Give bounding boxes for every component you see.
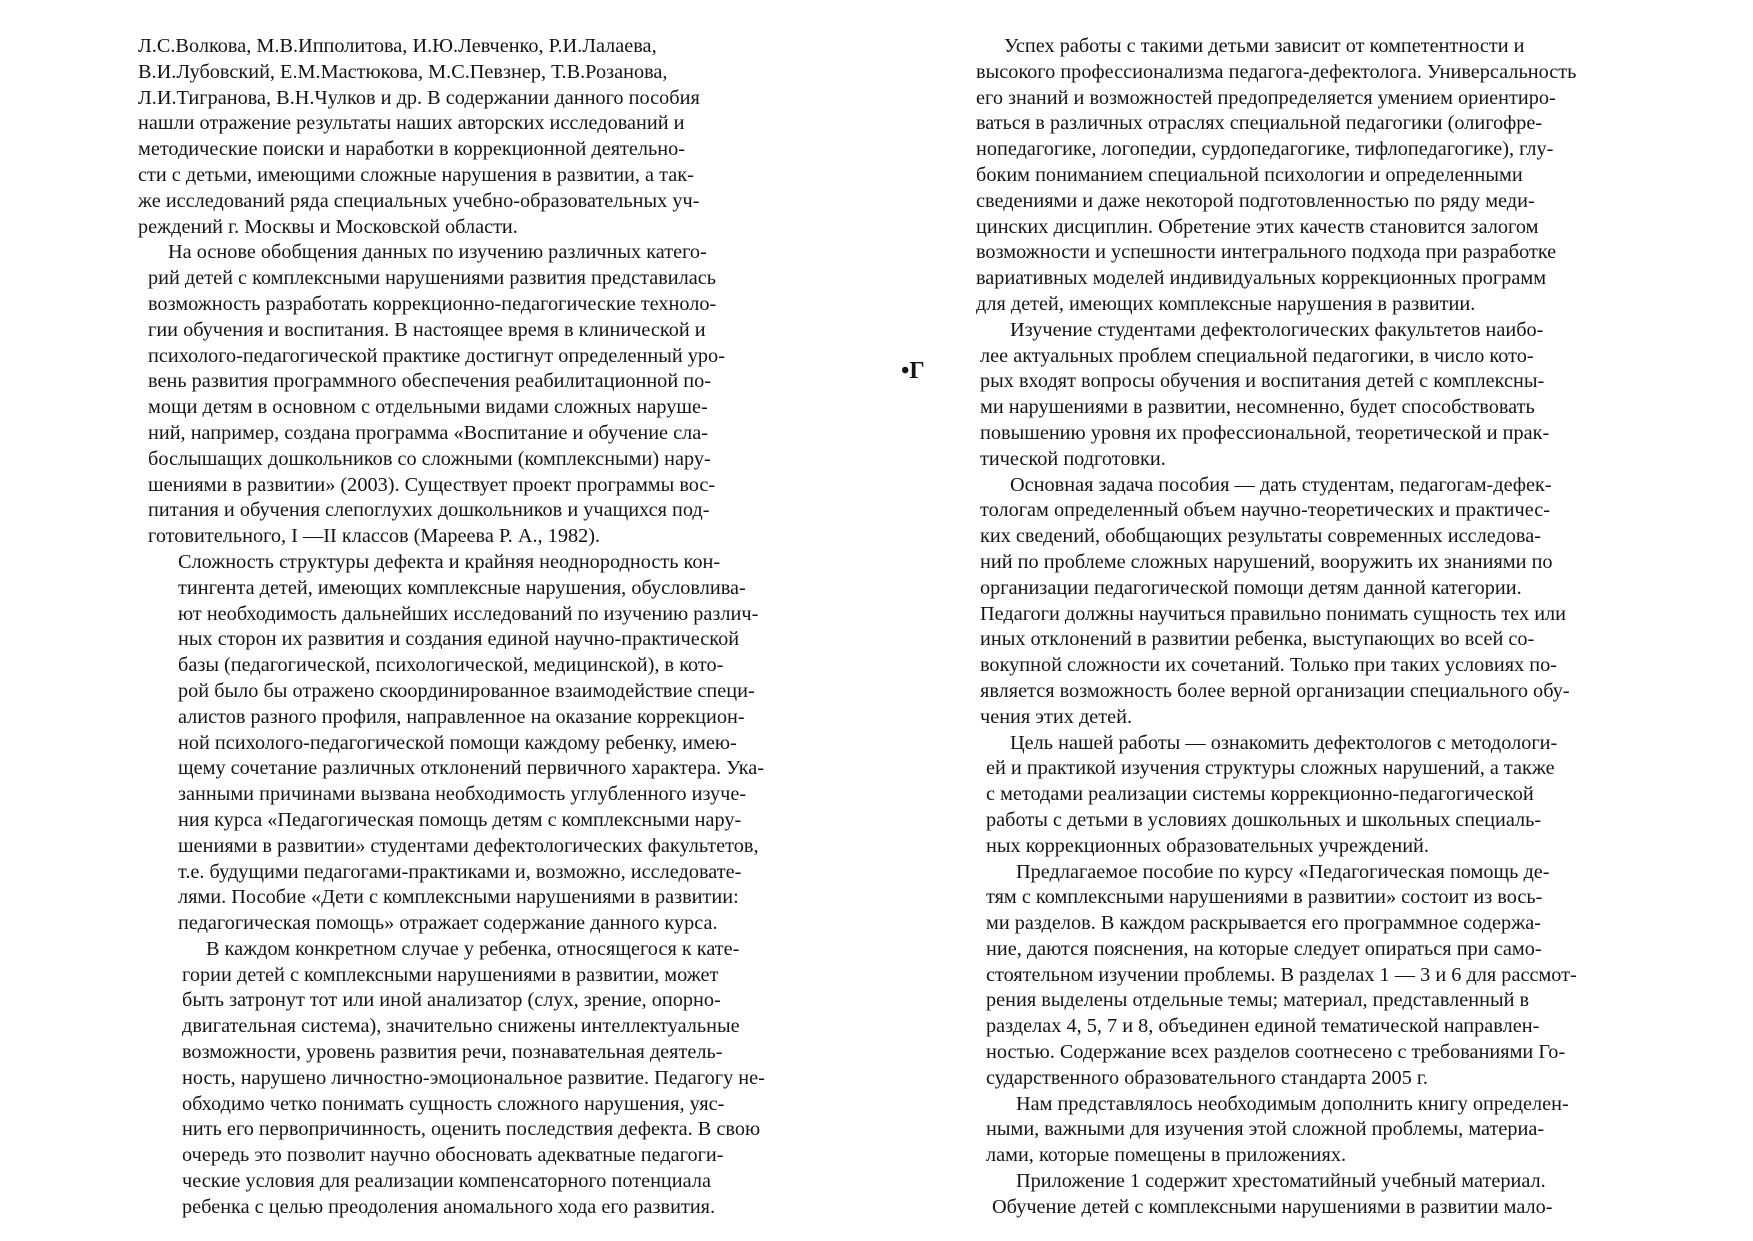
text-line: Нам представлялось необходимым дополнить книгу определен-: [1016, 1092, 1569, 1115]
text-line: Л.И.Тигранова, В.Н.Чулков и др. В содержании данного пособия: [138, 86, 700, 109]
text-line: сведениями и даже некоторой подготовленностью по ряду меди-: [976, 189, 1535, 212]
text-line: гии обучения и воспитания. В настоящее время в клинической и: [148, 318, 706, 341]
text-line: возможности и успешности интегрального подхода при разработке: [976, 241, 1557, 264]
text-line: ний по проблеме сложных нарушений, вооружить их знаниями по: [980, 550, 1553, 573]
text-line: базы (педагогической, психологической, медицинской), в кото-: [178, 654, 724, 677]
text-line: быть затронут тот или иной анализатор (слух, зрение, опорно-: [182, 989, 721, 1012]
text-line: работы с детьми в условиях дошкольных и школьных специаль-: [986, 808, 1542, 831]
text-line: готовительного, I —II классов (Мареева Р. А., 1982).: [148, 525, 601, 548]
text-line: лями. Пособие «Дети с комплексными нарушениями в развитии:: [178, 886, 739, 909]
text-line: бослышащих дошкольников со сложными (комплексными) нару-: [148, 447, 711, 470]
text-line: тингента детей, имеющих комплексные нарушения, обусловлива-: [178, 576, 746, 599]
text-line: нить его первопричинность, оценить последствия дефекта. В свою: [182, 1118, 761, 1141]
text-line: Изучение студентами дефектологических факультетов наибо-: [1010, 318, 1544, 341]
text-line: является возможность более верной организации специального обу-: [980, 679, 1570, 702]
text-line: с методами реализации системы коррекционно-педагогической: [986, 783, 1534, 806]
text-line: рой было бы отражено скоординированное взаимодействие специ-: [178, 679, 755, 702]
text-line: методические поиски и наработки в коррекционной деятельно-: [138, 138, 686, 161]
text-line: Предлагаемое пособие по курсу «Педагогическая помощь де-: [1016, 860, 1550, 883]
text-line: ных коррекционных образовательных учреждений.: [986, 834, 1429, 857]
text-line: ми разделов. В каждом раскрывается его программное содержа-: [986, 912, 1541, 935]
text-line: ния курса «Педагогическая помощь детям с комплексными нару-: [178, 808, 742, 831]
text-line: рий детей с комплексными нарушениями развития представилась: [148, 267, 717, 290]
text-line: очередь это позволит научно обосновать адекватные педагоги-: [182, 1144, 724, 1167]
text-line: Сложность структуры дефекта и крайняя неоднородность кон-: [178, 550, 721, 573]
text-line: реждений г. Москвы и Московской области.: [138, 215, 518, 238]
text-line: возможность разработать коррекционно-педагогические техноло-: [148, 292, 717, 315]
text-line: занными причинами вызвана необходимость углубленного изуче-: [178, 783, 747, 806]
text-line: сти с детьми, имеющими сложные нарушения в развитии, а так-: [138, 163, 694, 186]
text-line: цинских дисциплин. Обретение этих качеств становится залогом: [976, 215, 1539, 238]
text-line: В каждом конкретном случае у ребенка, относящегося к кате-: [206, 937, 740, 960]
text-line: алистов разного профиля, направленное на оказание коррекцион-: [178, 705, 745, 728]
text-line: же исследований ряда специальных учебно-образовательных уч-: [138, 189, 700, 212]
text-line: вариативных моделей индивидуальных коррекционных программ: [976, 267, 1547, 290]
text-line: стоятельном изучении проблемы. В разделах 1 — 3 и 6 для рассмот-: [986, 963, 1577, 986]
text-line: ваться в различных отраслях специальной педагогики (олигофре-: [976, 112, 1543, 135]
text-line: иных отклонений в развитии ребенка, выступающих во всей со-: [980, 628, 1535, 651]
text-line: лами, которые помещены в приложениях.: [986, 1144, 1347, 1167]
left-page-text: [138, 34, 850, 1221]
text-line: ческие условия для реализации компенсаторного потенциала: [182, 1170, 711, 1193]
text-line: сударственного образовательного стандарта 2005 г.: [986, 1066, 1429, 1089]
text-line: шениями в развитии» студентами дефектологических факультетов,: [178, 834, 759, 857]
text-line: рения выделены отдельные темы; материал, представленный в: [986, 989, 1530, 1012]
text-line: нашли отражение результаты наших авторских исследований и: [138, 112, 685, 135]
text-line: тологам определенный объем научно-теоретических и практичес-: [980, 499, 1550, 522]
text-line: щему сочетание различных отклонений первичного характера. Ука-: [178, 757, 765, 780]
text-line: ми нарушениями в развитии, несомненно, будет способствовать: [980, 396, 1535, 419]
text-line: высокого профессионализма педагога-дефектолога. Универсальность: [976, 60, 1577, 83]
text-line: ей и практикой изучения структуры сложных нарушений, а также: [986, 757, 1555, 780]
text-line: мощи детям в основном с отдельными видами сложных наруше-: [148, 396, 708, 419]
text-line: двигательная система), значительно снижены интеллектуальные: [182, 1015, 740, 1038]
text-line: Обучение детей с комплексными нарушениями в развитии мало-: [992, 1195, 1553, 1218]
text-line: Л.С.Волкова, М.В.Ипполитова, И.Ю.Левченко, Р.И.Лалаева,: [138, 35, 657, 57]
text-line: для детей, имеющих комплексные нарушения в развитии.: [976, 292, 1476, 315]
text-line: ний, например, создана программа «Воспитание и обучение сла-: [148, 421, 709, 444]
text-line: организации педагогической помощи детям данной категории.: [980, 576, 1522, 599]
text-line: рых входят вопросы обучения и воспитания детей с комплексны-: [980, 370, 1545, 393]
text-line: ностью. Содержание всех разделов соотнесено с требованиями Го-: [986, 1041, 1566, 1064]
text-line: тической подготовки.: [980, 447, 1166, 470]
text-line: разделах 4, 5, 7 и 8, объединен единой тематической направлен-: [986, 1015, 1540, 1038]
text-line: т.е. будущими педагогами-практиками и, возможно, исследовате-: [178, 860, 742, 883]
text-line: тям с комплексными нарушениями в развитии» состоит из вось-: [986, 886, 1543, 909]
text-line: вень развития программного обеспечения реабилитационной по-: [148, 370, 711, 393]
text-line: нопедагогике, логопедии, сурдопедагогике, тифлопедагогике), глу-: [976, 138, 1554, 161]
right-page-text: [976, 34, 1664, 1221]
text-line: гории детей с комплексными нарушениями в развитии, может: [182, 963, 719, 986]
text-line: обходимо четко понимать сущность сложного нарушения, уяс-: [182, 1092, 725, 1115]
text-line: ют необходимость дальнейших исследований по изучению различ-: [178, 602, 759, 625]
text-line: ребенка с целью преодоления аномального хода его развития.: [182, 1195, 716, 1218]
text-line: Цель нашей работы — ознакомить дефектологов с методологи-: [1010, 731, 1558, 754]
text-line: ность, нарушено личностно-эмоциональное развитие. Педагогу не-: [182, 1066, 765, 1089]
text-line: психолого-педагогической практике достигнут определенный уро-: [148, 344, 725, 367]
text-line: вокупной сложности их сочетаний. Только при таких условиях по-: [980, 654, 1558, 677]
text-line: ных сторон их развития и создания единой научно-практической: [178, 628, 740, 651]
text-line: Успех работы с такими детьми зависит от компетентности и: [1004, 35, 1525, 57]
text-line: Приложение 1 содержит хрестоматийный учебный материал.: [1016, 1170, 1546, 1193]
text-line: педагогическая помощь» отражает содержание данного курса.: [178, 912, 718, 935]
text-line: На основе обобщения данных по изучению различных катего-: [168, 241, 707, 264]
text-line: питания и обучения слепоглухих дошкольников и учащихся под-: [148, 499, 710, 522]
text-line: В.И.Лубовский, Е.М.Мастюкова, М.С.Певзнер, Т.В.Розанова,: [138, 60, 668, 83]
gutter-mark: •Г: [901, 358, 925, 384]
text-line: ких сведений, обобщающих результаты современных исследова-: [980, 525, 1541, 548]
text-line: повышению уровня их профессиональной, теоретической и прак-: [980, 421, 1550, 444]
text-line: лее актуальных проблем специальной педагогики, в число кото-: [980, 344, 1534, 367]
text-line: боким пониманием специальной психологии и определенными: [976, 163, 1523, 186]
text-line: Основная задача пособия — дать студентам, педагогам-дефек-: [1010, 473, 1552, 496]
text-line: его знаний и возможностей предопределяется умением ориентиро-: [976, 86, 1556, 109]
text-line: ние, даются пояснения, на которые следует опираться при само-: [986, 937, 1542, 960]
text-line: ной психолого-педагогической помощи каждому ребенку, имею-: [178, 731, 737, 754]
text-line: шениями в развитии» (2003). Существует проект программы вос-: [148, 473, 716, 496]
text-line: чения этих детей.: [980, 705, 1133, 728]
text-line: возможности, уровень развития речи, познавательная деятель-: [182, 1041, 723, 1064]
text-line: Педагоги должны научиться правильно понимать сущность тех или: [980, 602, 1567, 625]
text-line: ными, важными для изучения этой сложной проблемы, материа-: [986, 1118, 1545, 1141]
